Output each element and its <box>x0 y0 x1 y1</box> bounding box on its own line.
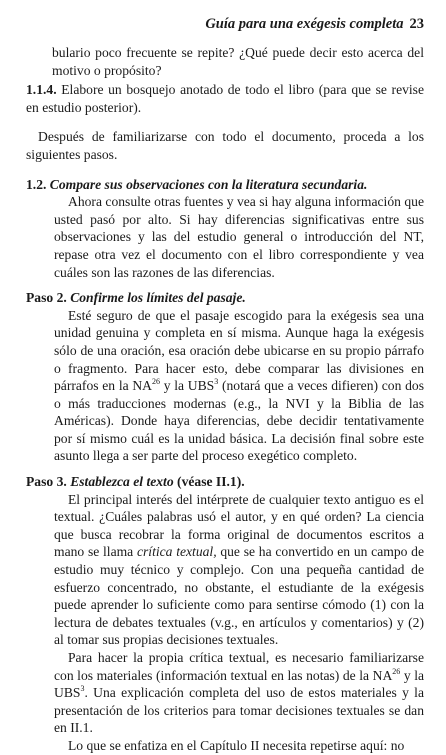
paso-reference: (véase II.1). <box>173 474 245 490</box>
paso-2 <box>26 289 424 465</box>
section-heading <box>26 176 424 194</box>
intro-paragraph: Después de familiarizarse con todo el documento, proceda a los siguientes pasos. <box>26 129 424 162</box>
page-body <box>26 44 424 755</box>
section-label: 1.2. <box>26 176 47 192</box>
paso-title: Confirme los límites del pasaje. <box>70 290 246 306</box>
superscript: 26 <box>392 666 401 676</box>
paso-3-heading <box>26 473 424 491</box>
text-run: que se ha convertido en un campo de estudio muy técnico y complejo. Con una pequeña cantidad de esfuerzo concentrado, no obstante, el estudiante de la exégesis puede aprender lo suficiente como para sentirse cómodo (1) con la lectura de debates textuales (v.g., en artículos y comentarios) y (2) al tomar sus propias decisiones textuales. <box>54 544 424 648</box>
item-number: 1.1.4. <box>26 82 57 98</box>
text-run: (notará que a veces difieren) con dos o más traducciones modernas (e.g., la NVI y la Biblia de las Américas). Donde haya diferencias, debe decidir tentativamente por sí mismo cuál es la unidad básica. La decisión final sobre este asunto llega a ser parte del proceso exegético completo. <box>54 378 424 464</box>
section-1-2 <box>26 176 424 282</box>
superscript: 3 <box>80 684 85 694</box>
text-run: y la UBS <box>54 667 424 701</box>
paso-3-paragraph-1 <box>26 491 424 649</box>
paso-label: Paso 2. <box>26 290 67 306</box>
running-header <box>205 16 424 33</box>
paso-3-paragraph-2 <box>26 649 424 737</box>
paso-3-paragraph-3: Lo que se enfatiza en el Capítulo II necesita repetirse aquí: no <box>68 737 405 753</box>
text-run: Para hacer la propia crítica textual, es necesario familiarizarse con los materiales (información textual en las notas) de la NA <box>54 650 424 683</box>
paso-2-body <box>26 307 424 465</box>
item-text: Elabore un bosquejo anotado de todo el libro (para que se revise en estudio posterior). <box>26 82 424 115</box>
item-1-1-4 <box>26 81 424 116</box>
superscript: 3 <box>214 377 219 387</box>
text-run: Esté seguro de que el pasaje escogido para la exégesis sea una unidad genuina y completa en sí misma. Aunque haga la exégesis sólo de una oración, esa oración debe ubicarse en su propio párrafo o fragmento. Para hacer esto, debe comparar las divisiones en párrafos en la NA <box>54 307 424 394</box>
running-title: Guía para una exégesis completa <box>205 16 404 32</box>
section-title: Compare sus observaciones con la literatura secundaria. <box>49 176 368 192</box>
section-body: Ahora consulte otras fuentes y vea si hay alguna información que usted pasó por alto. Si hay diferencias significativas entre sus observaciones y las del estudio general o introducción del NT, repase otra vez el documento con el libro correspondiente y vea cuáles son las razones de las diferencias. <box>54 194 424 280</box>
paso-label: Paso 3. <box>26 474 67 490</box>
paso-2-heading <box>26 289 424 307</box>
paso-title: Establezca el texto <box>70 474 174 490</box>
text-run: . Una explicación completa del uso de estos materiales y la presentación de los criterios para tomar decisiones textuales se dan en II.1. <box>54 685 424 736</box>
text-run: y la UBS <box>160 378 215 394</box>
superscript: 26 <box>152 377 160 387</box>
page-number: 23 <box>409 16 424 32</box>
emphasis: crítica textual, <box>136 544 217 560</box>
paso-3 <box>26 473 424 755</box>
text-run: El principal interés del intérprete de cualquier texto antiguo es el textual. ¿Cuáles palabras usó el autor, y en qué orden? La ciencia que busca recobrar la forma original de documentos escritos a mano se llama <box>54 491 424 560</box>
continuation-paragraph: bulario poco frecuente se repite? ¿Qué puede decir esto acerca del motivo o propósito? <box>52 45 424 78</box>
